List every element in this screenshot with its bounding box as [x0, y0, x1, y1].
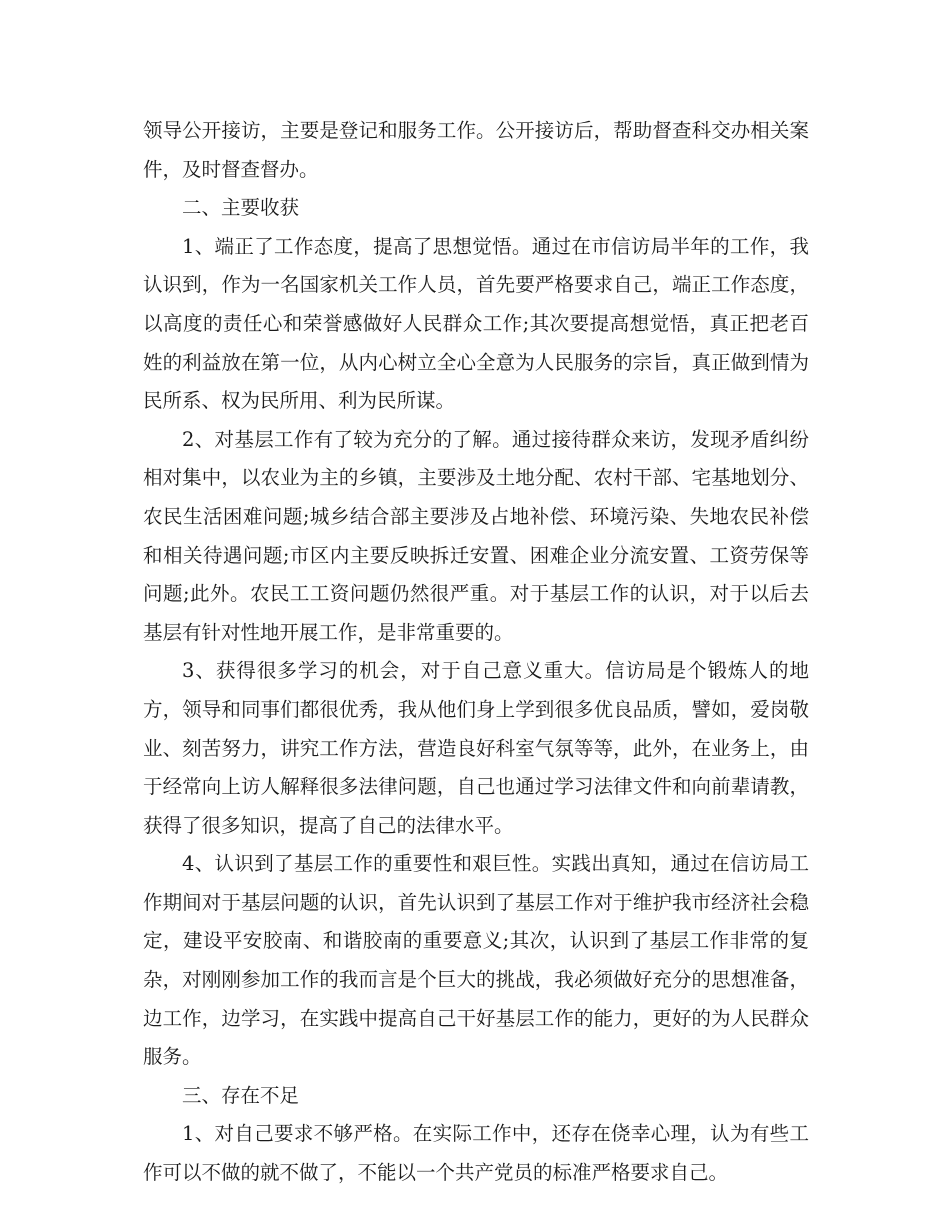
section-heading-main-gains: 二、主要收获	[182, 196, 300, 220]
paragraph-gain-2: 2、对基层工作有了较为充分的了解。通过接待群众来访，发现矛盾纠纷相对集中，以农业为主的乡镇，主要涉及土地分配、农村干部、宅基地划分、农民生活困难问题;城乡结合部主要涉及占地补偿、环境污染、失地农民补偿和相关待遇问题;市区内主要反映拆迁安置、困难企业分流安置、工资劳保等问题;此外。农民工工资问题仍然很严重。对于基层工作的认识，对于以后去基层有针对性地开展工作，是非常重要的。	[143, 427, 809, 644]
paragraph-continuation: 领导公开接访，主要是登记和服务工作。公开接访后，帮助督查科交办相关案件，及时督查督办。	[143, 119, 809, 181]
paragraph-gain-3: 3、获得很多学习的机会，对于自己意义重大。信访局是个锻炼人的地方，领导和同事们都很优秀，我从他们身上学到很多优良品质，譬如，爱岗敬业、刻苦努力，讲究工作方法，营造良好科室气氛等等，此外，在业务上，由于经常向上访人解释很多法律问题，自己也通过学习法律文件和向前辈请教，获得了很多知识，提高了自己的法律水平。	[143, 659, 809, 837]
paragraph-gain-1: 1、端正了工作态度，提高了思想觉悟。通过在市信访局半年的工作，我认识到，作为一名国家机关工作人员，首先要严格要求自己，端正工作态度，以高度的责任心和荣誉感做好人民群众工作;其次要提高想觉悟，真正把老百姓的利益放在第一位，从内心树立全心全意为人民服务的宗旨，真正做到情为民所系、权为民所用、利为民所谋。	[143, 234, 809, 413]
section-heading-shortcomings: 三、存在不足	[182, 1083, 300, 1107]
paragraph-gain-4: 4、认识到了基层工作的重要性和艰巨性。实践出真知，通过在信访局工作期间对于基层问题的认识，首先认识到了基层工作对于维护我市经济社会稳定，建设平安胶南、和谐胶南的重要意义;其次，认识到了基层工作非常的复杂，对刚刚参加工作的我而言是个巨大的挑战，我必须做好充分的思想准备，边工作，边学习，在实践中提高自己干好基层工作的能力，更好的为人民群众服务。	[143, 852, 809, 1069]
document-body	[143, 112, 809, 1193]
paragraph-shortcoming-1: 1、对自己要求不够严格。在实际工作中，还存在侥幸心理，认为有些工作可以不做的就不做了，不能以一个共产党员的标准严格要求自己。	[143, 1122, 809, 1185]
